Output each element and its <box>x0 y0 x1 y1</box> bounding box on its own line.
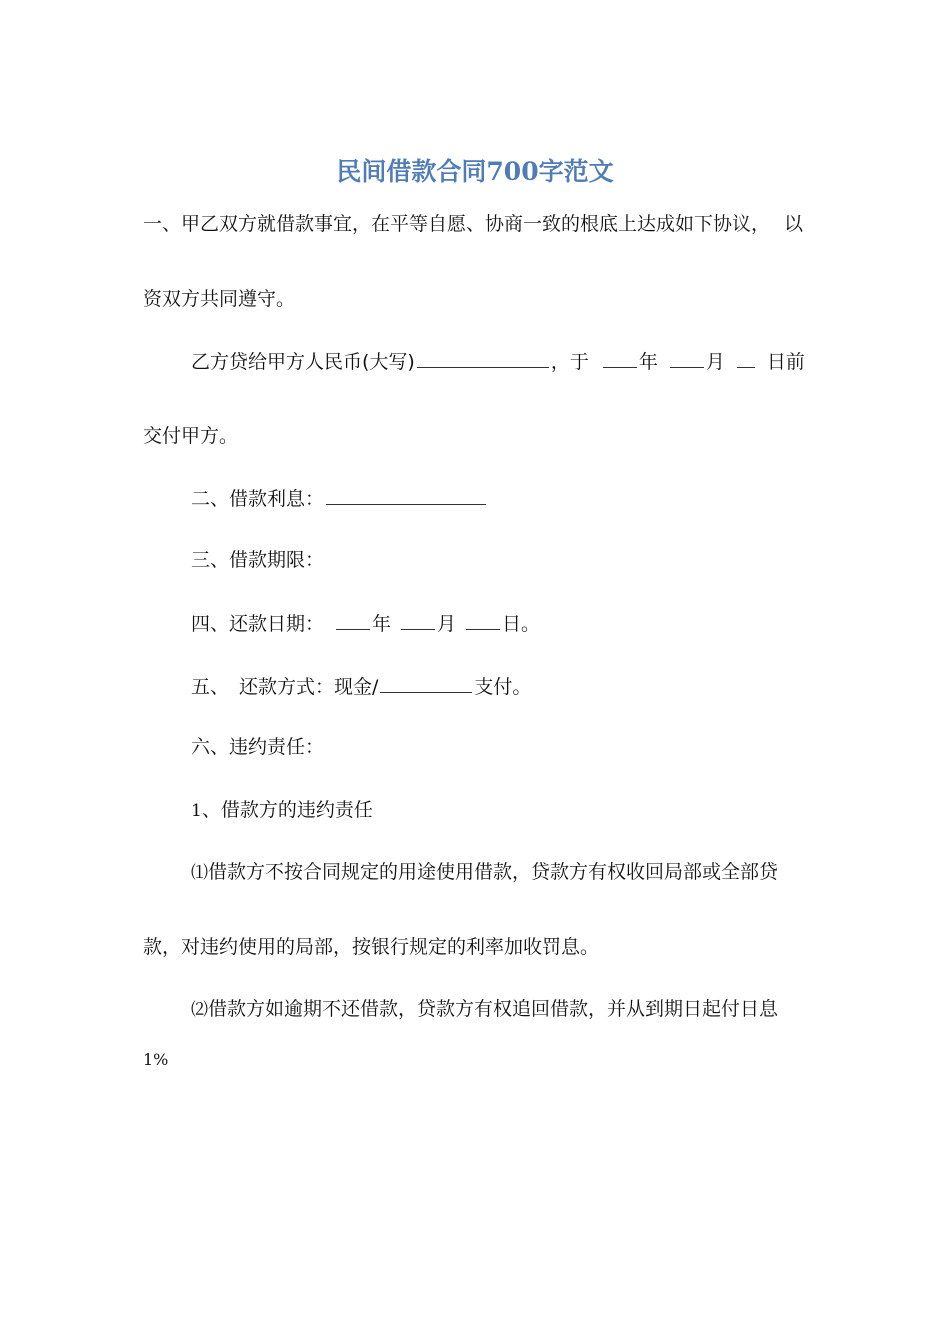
liability-heading: 六、违约责任： <box>191 736 325 758</box>
day-blank <box>737 347 755 368</box>
interest-line <box>191 484 488 513</box>
clause-1-line-1-tail: 以 <box>784 213 804 235</box>
item-1-line-1 <box>191 858 778 887</box>
year-blank <box>603 347 637 368</box>
repay-day-blank <box>466 609 500 630</box>
clause-1-line-2: 资双方共同遵守。 <box>143 288 296 310</box>
clause-1-line-1 <box>143 210 770 238</box>
loan-amount-line-2: 交付甲方。 <box>143 425 239 447</box>
item-2-number: ⑵ <box>191 1000 208 1020</box>
month-label: 月 <box>705 351 725 373</box>
repayment-date-label: 四、还款日期： <box>191 613 325 635</box>
month-blank <box>670 347 704 368</box>
repayment-method-line <box>191 672 531 701</box>
repay-year-blank <box>336 609 370 630</box>
sub-label: 、借款方的违约责任 <box>201 799 373 821</box>
year-label: 年 <box>638 351 658 373</box>
loan-amount-line <box>191 347 805 376</box>
repay-month-blank <box>401 609 435 630</box>
document-title: 民间借款合同700字范文 <box>336 157 614 186</box>
repayment-date-line <box>191 609 540 638</box>
method-tail: 支付。 <box>474 676 532 698</box>
day-before-label: 日前 <box>766 351 805 373</box>
method-label: 还款方式：现金/ <box>239 676 379 698</box>
borrower-liability-heading <box>191 796 373 825</box>
loan-amount-label: 乙方贷给甲方人民币(大写) <box>191 351 415 373</box>
method-number: 五、 <box>191 676 230 698</box>
sub-number: 1 <box>191 801 202 821</box>
method-blank <box>380 672 472 693</box>
yu-text: ，于 <box>550 351 589 373</box>
clause-1-text: 一、甲乙双方就借款事宜，在平等自愿、协商一致的根底上达成如下协议， <box>143 213 771 235</box>
item-2-line-1 <box>191 995 778 1024</box>
item-2-line-2: 1% <box>143 1050 169 1069</box>
repay-day-label: 日。 <box>502 613 541 635</box>
item-1-line-2: 款，对违约使用的局部，按银行规定的利率加收罚息。 <box>143 936 600 958</box>
repay-month-label: 月 <box>437 613 457 635</box>
amount-blank <box>417 347 549 368</box>
item-1-number: ⑴ <box>191 863 208 883</box>
item-1-text: 借款方不按合同规定的用途使用借款，贷款方有权收回局部或全部贷 <box>208 861 779 883</box>
term-label: 三、借款期限： <box>191 549 325 571</box>
interest-blank <box>326 484 486 505</box>
repay-year-label: 年 <box>372 613 392 635</box>
item-2-text: 借款方如逾期不还借款，贷款方有权追回借款，并从到期日起付日息 <box>208 998 779 1020</box>
interest-label: 二、借款利息： <box>191 488 325 510</box>
